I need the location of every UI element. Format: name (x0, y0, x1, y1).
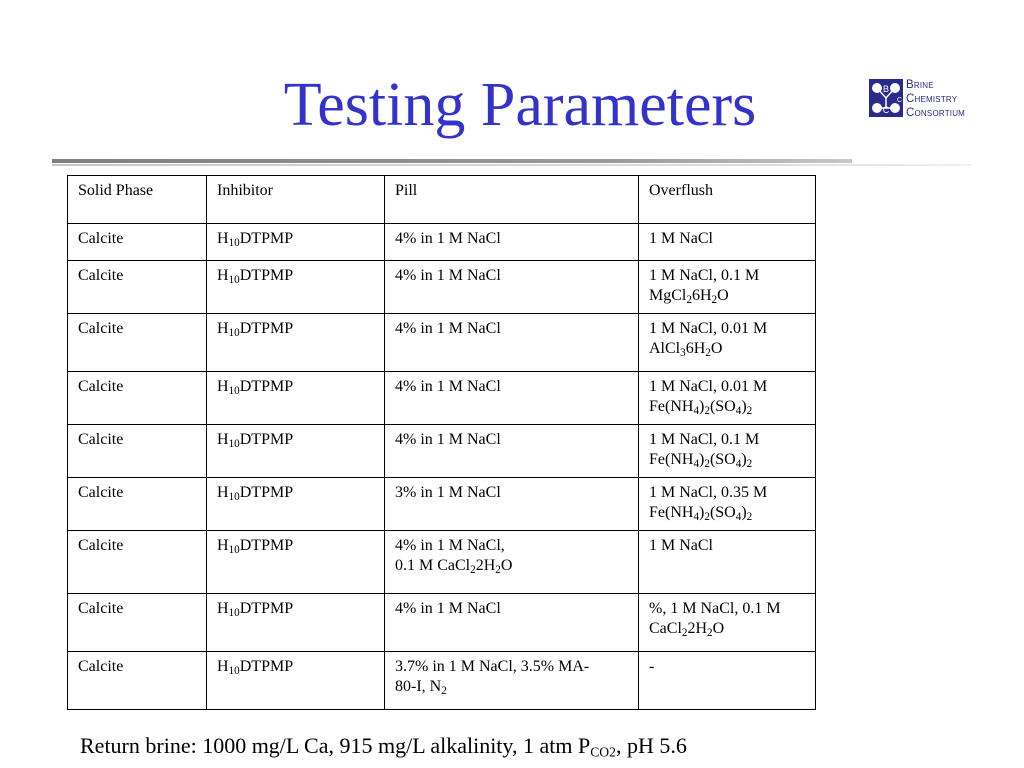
cell-pill: 4% in 1 M NaCl (385, 224, 639, 261)
table-row (68, 531, 816, 594)
table-row (68, 594, 816, 652)
cell-overflush: 1 M NaCl, 0.01 M $Fe(NH_4)_2(SO_4)_2$ (639, 372, 816, 425)
cell-overflush: %, 1 M NaCl, 0.1 M $CaCl_22H_2O$ (639, 594, 816, 652)
cell-overflush: 1 M NaCl, 0.35 M $Fe(NH_4)_2(SO_4)_2$ (639, 478, 816, 531)
cell-overflush: 1 M NaCl, 0.1 M $Fe(NH_4)_2(SO_4)_2$ (639, 425, 816, 478)
logo-letter-c: C (882, 105, 890, 115)
table-header-row (68, 176, 816, 224)
cell-pill: 4% in 1 M NaCl, 0.1 M $CaCl_22H_2O$ (385, 531, 639, 594)
cell-overflush: 1 M NaCl, 0.1 M $MgCl_26H_2O$ (639, 261, 816, 314)
cell-pill: 4% in 1 M NaCl (385, 594, 639, 652)
cell-inhibitor: $H_{10}DTPMP$ (207, 261, 385, 314)
table-row (68, 425, 816, 478)
header-cell-pill: Pill (385, 176, 639, 224)
table-row (68, 261, 816, 314)
cell-inhibitor: $H_{10}DTPMP$ (207, 652, 385, 710)
header-cell-inhibitor: Inhibitor (207, 176, 385, 224)
cell-inhibitor: $H_{10}DTPMP$ (207, 372, 385, 425)
cell-inhibitor: $H_{10}DTPMP$ (207, 594, 385, 652)
cell-solid-phase: Calcite (68, 478, 207, 531)
cell-inhibitor: $H_{10}DTPMP$ (207, 314, 385, 372)
logo-wordmark (906, 78, 1016, 120)
cell-overflush: - (639, 652, 816, 710)
logo-line-chemistry: Chemistry (906, 93, 958, 105)
cell-overflush: 1 M NaCl, 0.01 M $AlCl_36H_2O$ (639, 314, 816, 372)
cell-overflush: 1 M NaCl (639, 531, 816, 594)
cell-pill: 3.7% in 1 M NaCl, 3.5% MA- 80-I, $N_2$ (385, 652, 639, 710)
cell-inhibitor: $H_{10}DTPMP$ (207, 478, 385, 531)
cell-inhibitor: $H_{10}DTPMP$ (207, 224, 385, 261)
cell-solid-phase: Calcite (68, 314, 207, 372)
cell-solid-phase: Calcite (68, 261, 207, 314)
table-row (68, 652, 816, 710)
table-row (68, 478, 816, 531)
testing-parameters-table (67, 175, 816, 710)
cell-inhibitor: $H_{10}DTPMP$ (207, 531, 385, 594)
cell-solid-phase: Calcite (68, 531, 207, 594)
logo-mark-icon (868, 78, 904, 118)
slide-title: Testing Parameters (283, 71, 757, 139)
cell-overflush: 1 M NaCl (639, 224, 816, 261)
cell-inhibitor: $H_{10}DTPMP$ (207, 425, 385, 478)
cell-solid-phase: Calcite (68, 425, 207, 478)
cell-solid-phase: Calcite (68, 652, 207, 710)
cell-pill: 4% in 1 M NaCl (385, 372, 639, 425)
cell-pill: 4% in 1 M NaCl (385, 314, 639, 372)
table-row (68, 224, 816, 261)
cell-pill: 3% in 1 M NaCl (385, 478, 639, 531)
header-cell-overflush: Overflush (639, 176, 816, 224)
logo-letter-c2: C (896, 97, 903, 104)
return-brine-note: Return brine: 1000 mg/L Ca, 915 mg/L alkalinity, 1 atm $P_{CO2}$, pH 5.6 (80, 733, 687, 760)
title-divider-light (52, 164, 972, 166)
cell-solid-phase: Calcite (68, 372, 207, 425)
header-cell-solid-phase: Solid Phase (68, 176, 207, 224)
logo-line-consortium: Consortium (906, 107, 966, 119)
cell-pill: 4% in 1 M NaCl (385, 425, 639, 478)
logo-line-brine: Brine (906, 79, 934, 91)
cell-pill: 4% in 1 M NaCl (385, 261, 639, 314)
cell-solid-phase: Calcite (68, 224, 207, 261)
brine-chemistry-consortium-logo (868, 78, 1008, 122)
table-row (68, 314, 816, 372)
cell-solid-phase: Calcite (68, 594, 207, 652)
logo-letter-b: B (882, 84, 890, 94)
title-divider (52, 159, 852, 163)
table-row (68, 372, 816, 425)
